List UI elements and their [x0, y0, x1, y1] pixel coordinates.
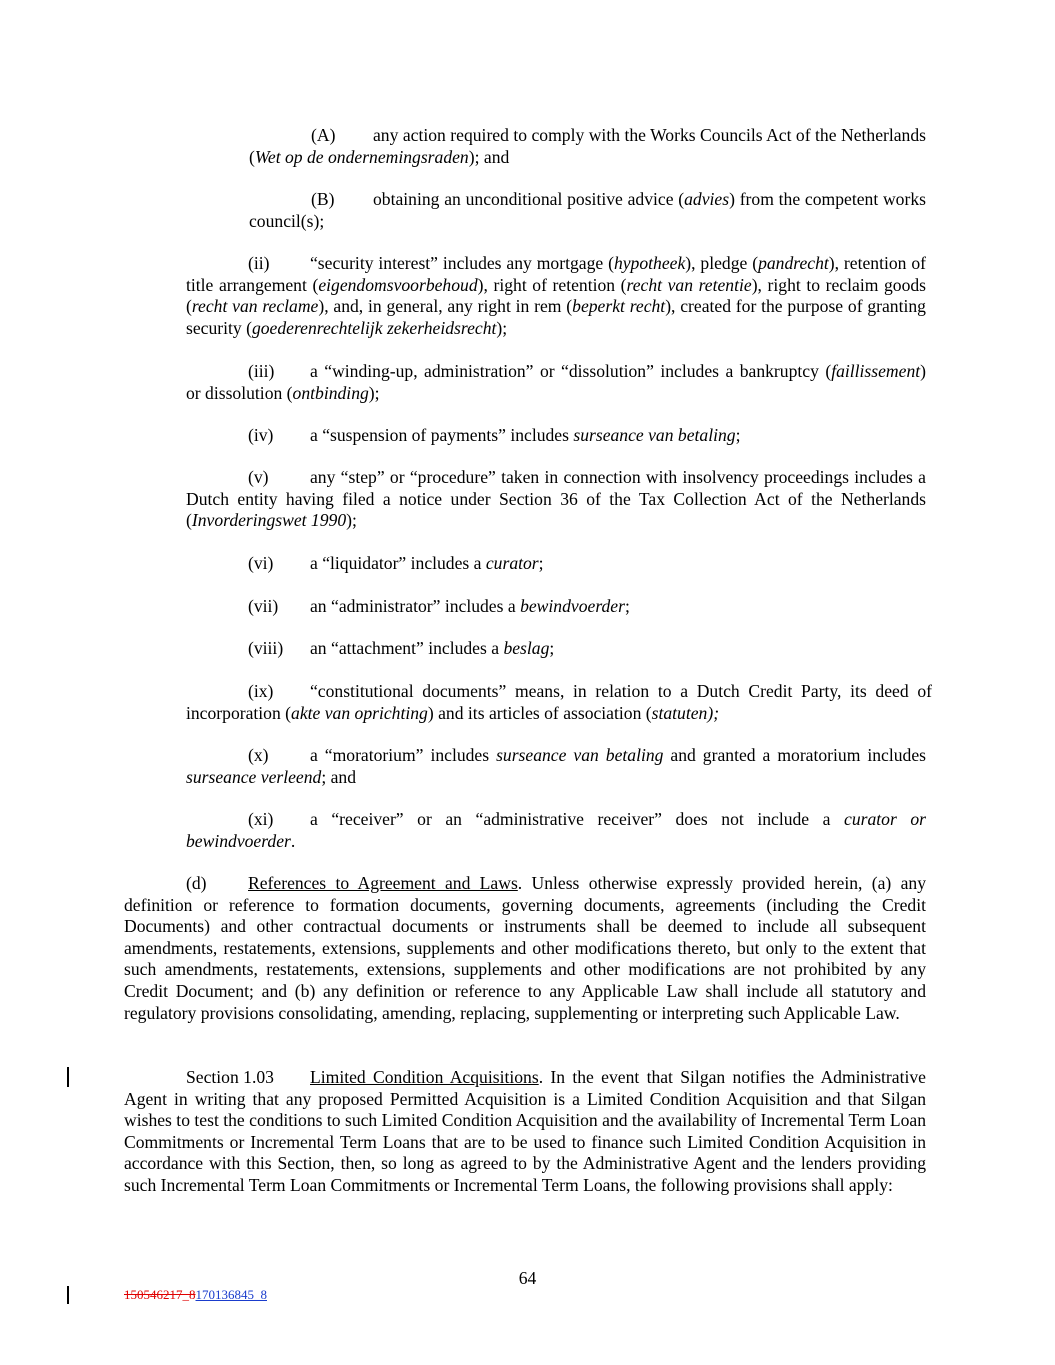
deleted-doc-id: 150546217_8: [124, 1287, 196, 1302]
clause-label: (viii): [248, 638, 284, 658]
section-label: (d): [186, 873, 207, 893]
section-heading: References to Agreement and Laws: [248, 873, 518, 893]
change-bar: [67, 1067, 69, 1087]
section-d: (d) References to Agreement and Laws. Unless otherwise expressly provided herein, (a) any definition or reference to formation documents, governing documents, agreements (including the Credit Documents) and other contractual documents or instruments shall be deemed to include all subsequent amendments, restatements, extensions, supplements and other modifications thereto, but only to the extent that such amendments, restatements, extensions, supplements and other modifications are not prohibited by any Credit Document; and (b) any definition or reference to any Applicable Law shall include all statutory and regulatory provisions consolidating, amending, replacing, supplementing or interpreting such Applicable Law.: [124, 873, 926, 1023]
clause-ii: (ii) “security interest” includes any mortgage (hypotheek), pledge (pandrecht), retention of title arrangement (eigendomsvoorbehoud), right of retention (recht van retentie), right to reclaim goods (recht van reclame), and, in general, any right in rem (beperkt recht), created for the purpose of granting security (goederenrechtelijk zekerheidsrecht);: [186, 253, 927, 338]
clause-label: (B): [311, 189, 335, 209]
section-label: Section 1.03: [186, 1067, 274, 1087]
clause-iii: (iii) a “winding-up, administration” or “dissolution” includes a bankruptcy (faillissement) or dissolution (ontbinding);: [186, 361, 926, 403]
clause-label: (ii): [248, 253, 270, 273]
clause-xi: (xi) a “receiver” or an “administrative receiver” does not include a curator or bewindvoerder.: [186, 809, 927, 851]
clause-label: (v): [248, 467, 269, 487]
page-number: 64: [518, 1268, 537, 1288]
clause-v: (v) any “step” or “procedure” taken in connection with insolvency proceedings includes a Dutch entity having filed a notice under Section 36 of the Tax Collection Act of the Netherlands (Invorderingswet 1990);: [186, 467, 926, 531]
clause-label: (xi): [248, 809, 274, 829]
clause-iv: (iv) a “suspension of payments” includes surseance van betaling;: [248, 425, 741, 445]
clause-vi: (vi) a “liquidator” includes a curator;: [248, 553, 544, 573]
clause-B: (B) obtaining an unconditional positive advice (advies) from the competent works council(s);: [249, 189, 926, 231]
clause-label: (x): [248, 745, 269, 765]
clause-ix: (ix) “constitutional documents” means, in relation to a Dutch Credit Party, its deed of incorporation (akte van oprichting) and its articles of association (statuten);: [186, 681, 932, 723]
inserted-doc-id: 170136845_8: [195, 1287, 267, 1302]
clause-A: (A) any action required to comply with the Works Councils Act of the Netherlands (Wet op de ondernemingsraden); and: [249, 125, 926, 167]
section-heading: Limited Condition Acquisitions: [310, 1067, 539, 1087]
document-id-footer: [124, 1287, 267, 1303]
change-bar: [67, 1286, 69, 1304]
clause-label: (iv): [248, 425, 274, 445]
clause-x: (x) a “moratorium” includes surseance van betaling and granted a moratorium includes surseance verleend; and: [186, 745, 927, 787]
clause-label: (vii): [248, 596, 279, 616]
clause-viii: (viii) an “attachment” includes a beslag;: [248, 638, 555, 658]
clause-label: (ix): [248, 681, 274, 701]
clause-label: (iii): [248, 361, 275, 381]
clause-label: (A): [311, 125, 336, 145]
section-1-03: Section 1.03 Limited Condition Acquisitions. In the event that Silgan notifies the Administrative Agent in writing that any proposed Permitted Acquisition is a Limited Condition Acquisition and that Silgan wishes to test the conditions to such Limited Condition Acquisition and the availability of Incremental Term Loan Commitments or Incremental Term Loans that are to be used to finance such Limited Condition Acquisition in accordance with this Section, then, so long as agreed to by the Administrative Agent and the lenders providing such Incremental Term Loan Commitments or Incremental Term Loans, the following provisions shall apply:: [124, 1067, 926, 1195]
clause-vii: (vii) an “administrator” includes a bewindvoerder;: [248, 596, 630, 616]
clause-label: (vi): [248, 553, 274, 573]
